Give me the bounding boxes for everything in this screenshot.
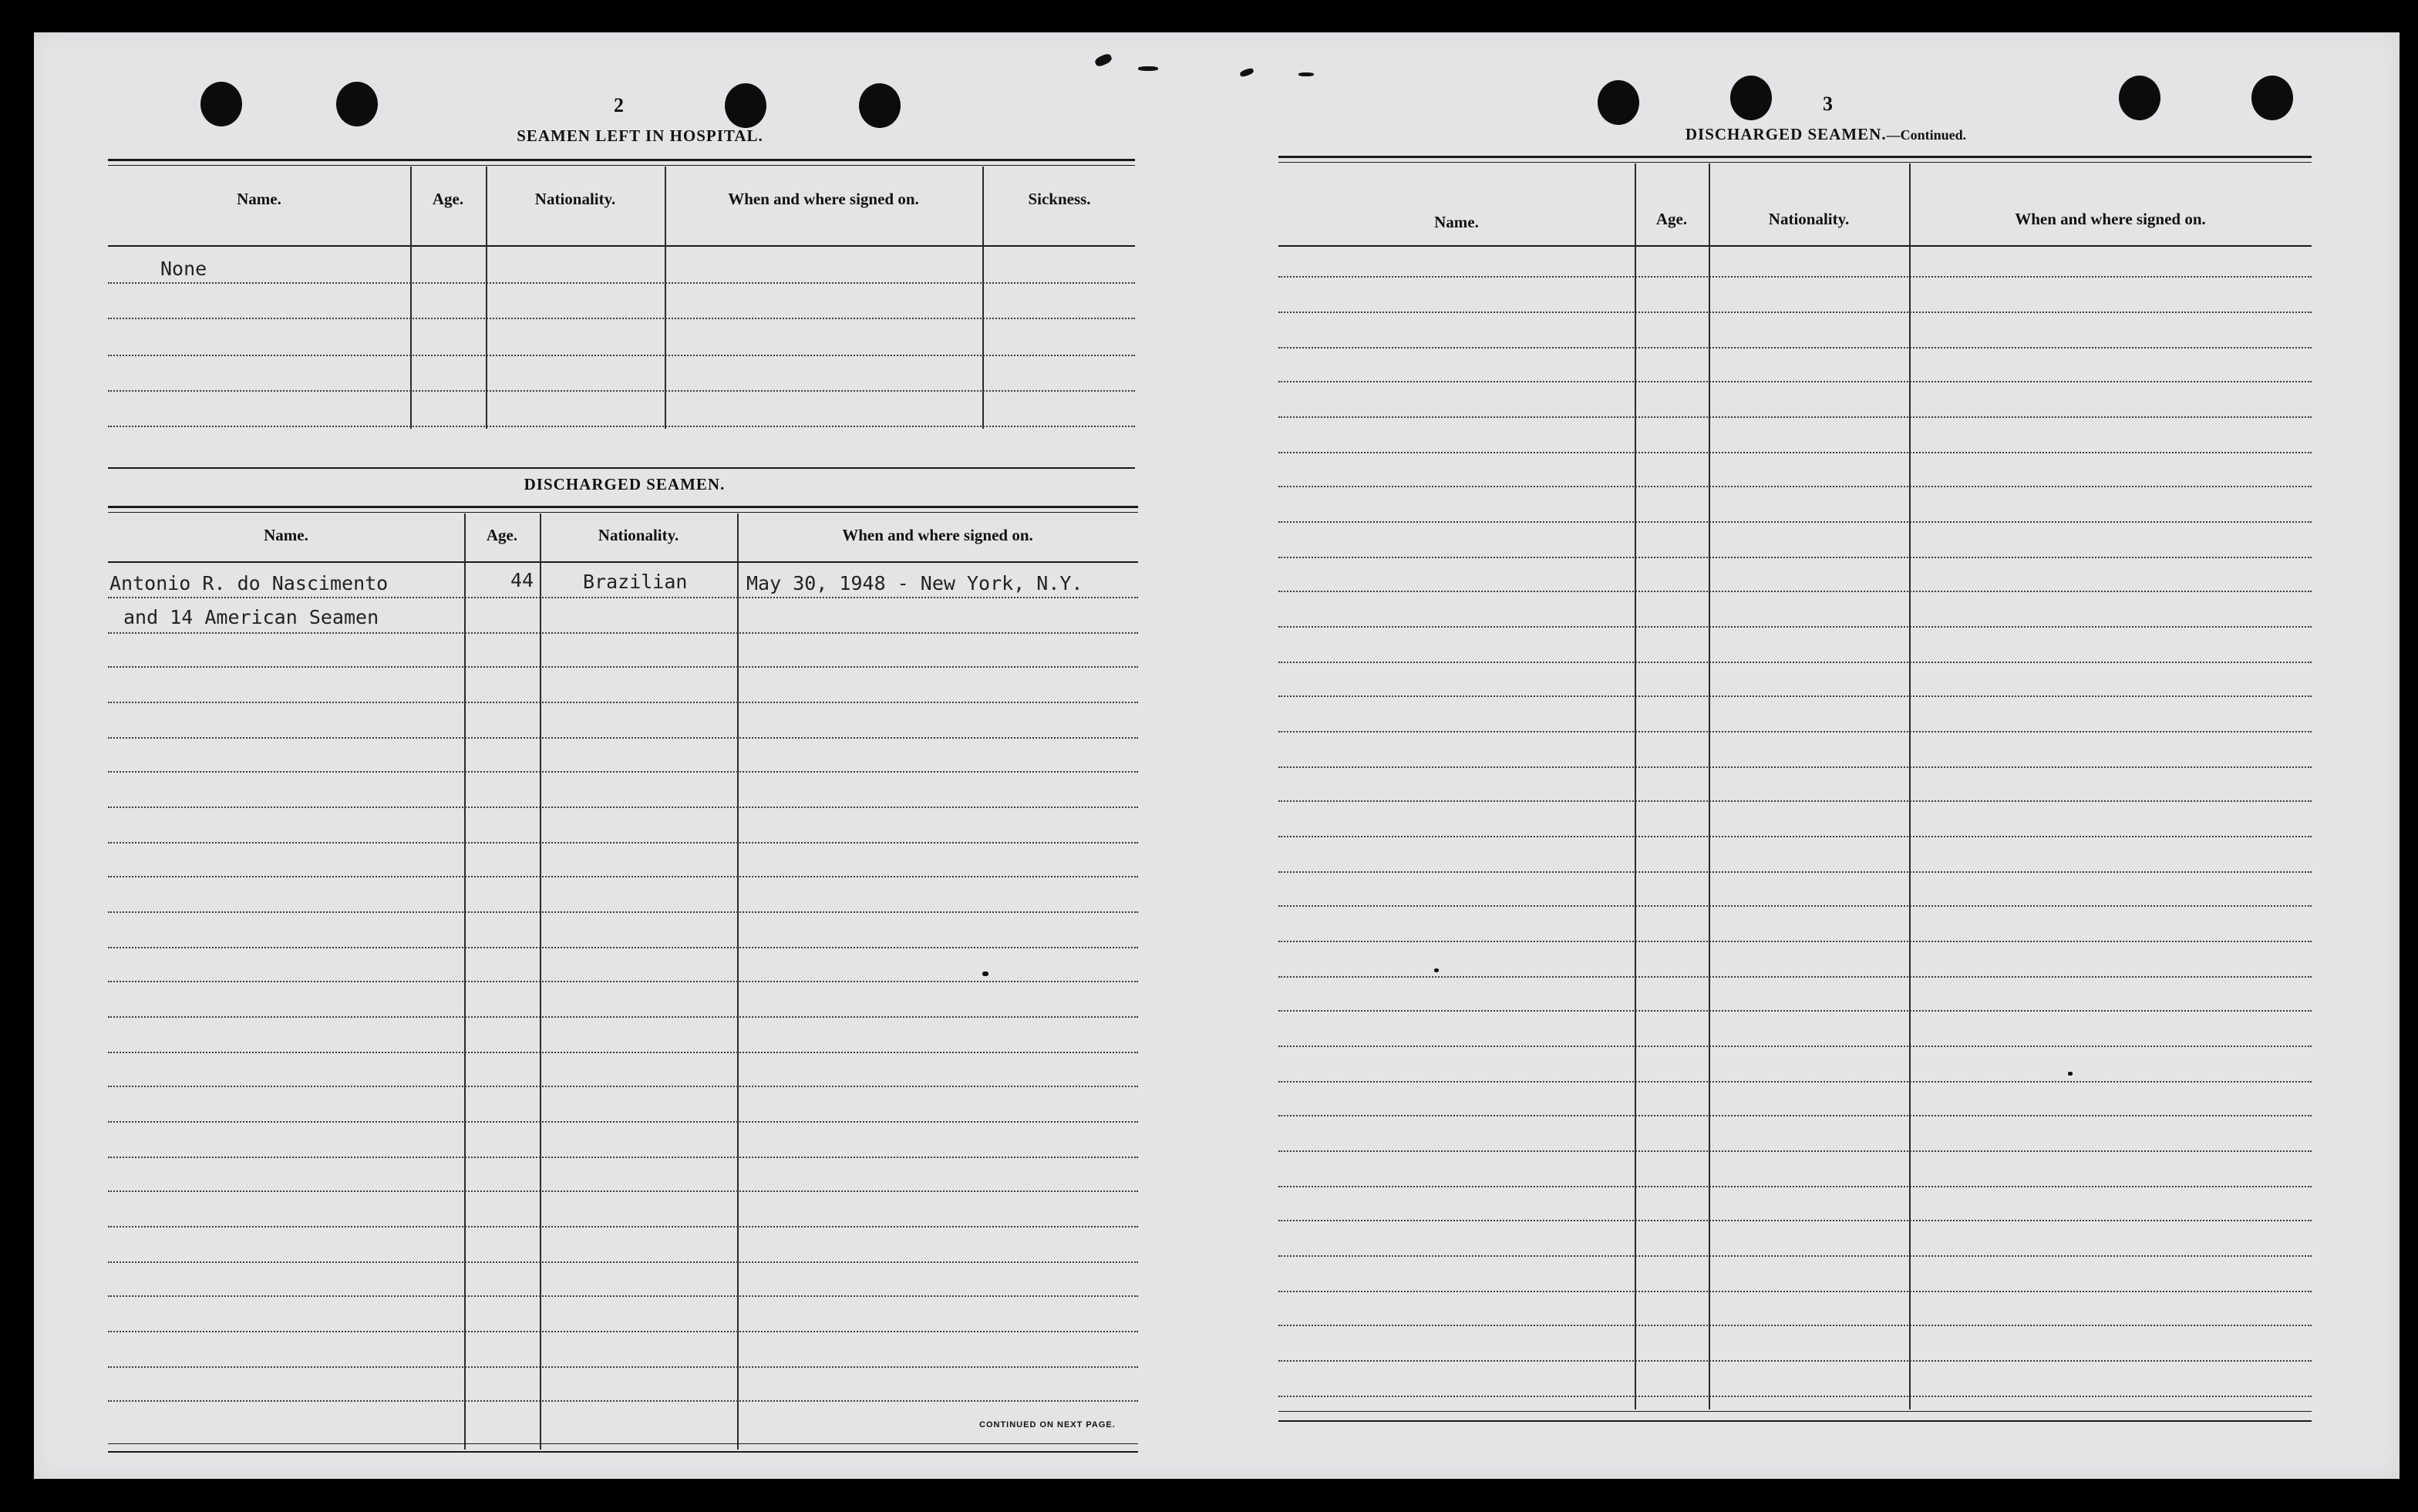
hospital-section-title: SEAMEN LEFT IN HOSPITAL.: [517, 126, 763, 145]
continued-suffix: —Continued.: [1886, 127, 1967, 143]
col-header-nationality: Nationality.: [1768, 210, 1850, 228]
col-header-sickness: Sickness.: [1028, 190, 1091, 208]
discharged-row-name: and 14 American Seamen: [123, 606, 379, 628]
page-number: 2: [614, 94, 624, 116]
col-header-name: Name.: [264, 526, 308, 544]
discharged-table: [108, 506, 1138, 1454]
col-header-age: Age.: [432, 190, 464, 208]
discharged-row-name: Antonio R. do Nascimento: [109, 572, 389, 594]
col-header-age: Age.: [486, 526, 518, 544]
col-header-nationality: Nationality.: [598, 526, 679, 544]
section-title-text: DISCHARGED SEAMEN.: [1685, 125, 1887, 143]
discharged-row-nationality: Brazilian: [583, 571, 688, 593]
col-header-signed-on: When and where signed on.: [2015, 210, 2206, 228]
page-number: 3: [1823, 93, 1833, 115]
col-header-name: Name.: [1434, 213, 1479, 231]
hospital-table: [108, 159, 1135, 466]
right-page: [1278, 32, 2312, 1479]
col-header-signed-on: When and where signed on.: [842, 526, 1033, 544]
ink-speck: [1239, 67, 1254, 78]
discharged-continued-title: [1602, 125, 2049, 144]
discharged-row-signed-on: May 30, 1948 - New York, N.Y.: [746, 572, 1083, 594]
document-paper: [34, 32, 2399, 1479]
col-header-nationality: Nationality.: [534, 190, 616, 208]
discharged-row-age: 44: [510, 569, 534, 591]
hospital-row-name: None: [160, 258, 207, 280]
col-header-age: Age.: [1655, 210, 1688, 228]
continued-footer: CONTINUED ON NEXT PAGE.: [979, 1420, 1116, 1429]
col-header-signed-on: When and where signed on.: [728, 190, 919, 208]
col-header-name: Name.: [237, 190, 281, 208]
discharged-section-title: DISCHARGED SEAMEN.: [524, 475, 726, 493]
discharged-continued-table: [1278, 156, 2312, 1451]
left-page: [108, 32, 1138, 1479]
ink-speck: [1138, 66, 1158, 71]
